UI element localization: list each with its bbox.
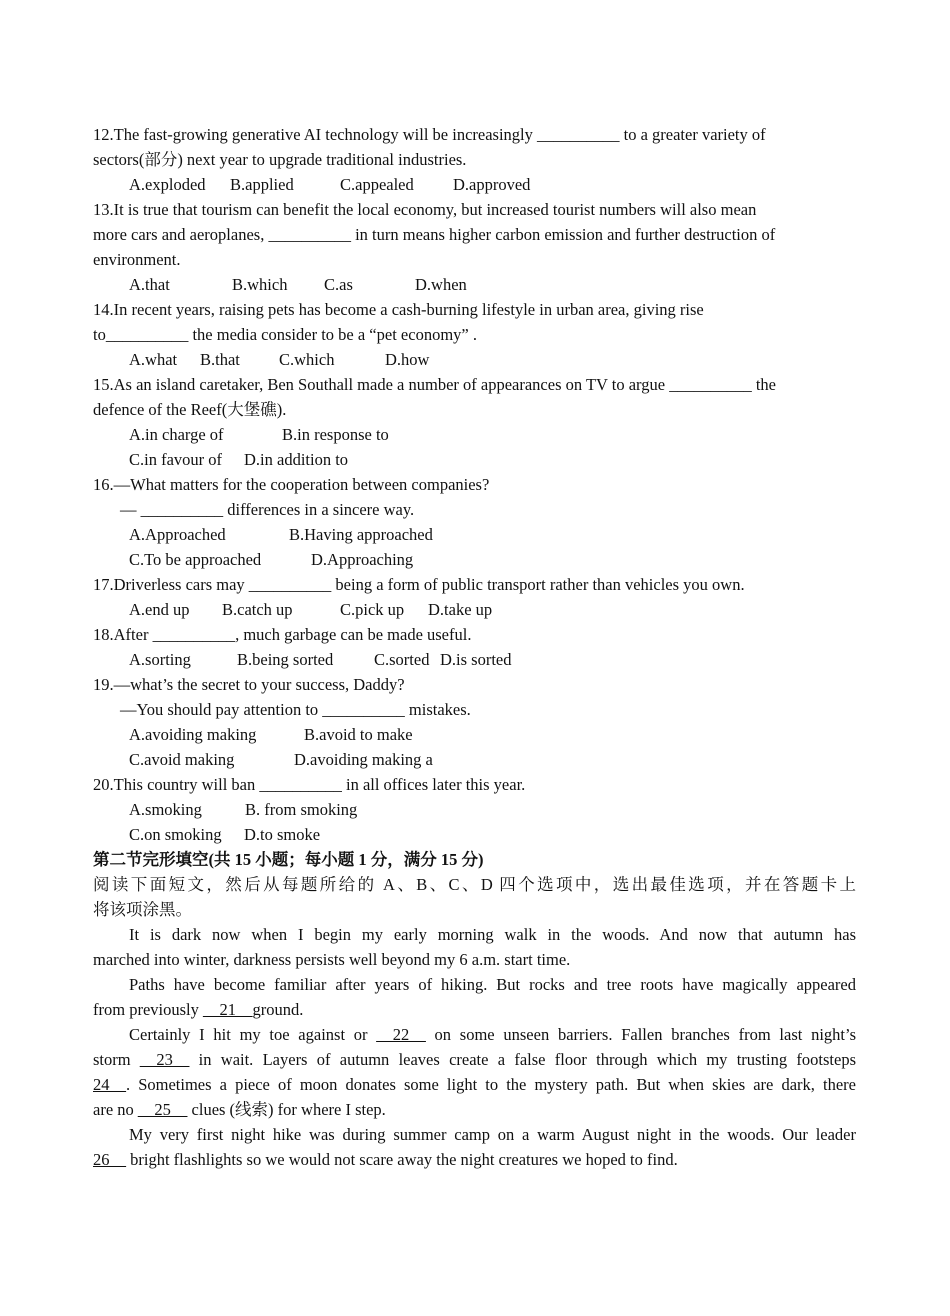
- q17-line1: 17.Driverless cars may __________ being a form of public transport rather than vehicles you own.: [93, 575, 745, 594]
- q13-option-a: A.that: [129, 275, 170, 294]
- q16-options-row1: [93, 522, 856, 547]
- passage-p4-line2: [93, 1147, 856, 1172]
- q18-line1: 18.After __________, much garbage can be made useful.: [93, 625, 472, 644]
- blank-24: 24__: [93, 1075, 126, 1094]
- q16-line2: — __________ differences in a sincere way.: [120, 500, 415, 519]
- q14-line1: 14.In recent years, raising pets has become a cash-burning lifestyle in urban area, giving rise: [93, 300, 704, 319]
- blank-25: __25__: [137, 1100, 188, 1119]
- passage-text: bright flashlights so we would not scare away the night creatures we hoped to find.: [126, 1150, 678, 1169]
- q17-option-b: B.catch up: [222, 600, 293, 619]
- q20-option-c: C.on smoking: [129, 825, 222, 844]
- passage-text: from previously: [93, 1000, 203, 1019]
- q17-option-a: A.end up: [129, 600, 190, 619]
- q19-options-row1: [93, 722, 856, 747]
- q19-options-row2: [93, 747, 856, 772]
- passage-p4-line1: My very first night hike was during summer camp on a warm August night in the woods. Our leader: [129, 1125, 856, 1144]
- passage-text: in wait. Layers of autumn leaves create a false floor through which my trusting footsteps: [189, 1050, 856, 1069]
- passage-text: Certainly I hit my toe against or: [129, 1025, 377, 1044]
- q18-options: [93, 647, 856, 672]
- q12-option-a: A.exploded: [129, 175, 206, 194]
- passage-p2-line2: [93, 997, 856, 1022]
- q13-option-d: D.when: [415, 275, 467, 294]
- blank-22: __22__: [376, 1025, 426, 1044]
- exam-page: [93, 122, 856, 1172]
- section2-instruction-line1: 阅读下面短文，然后从每题所给的 A、B、C、D 四个选项中，选出最佳选项，并在答题卡上: [93, 875, 856, 894]
- passage-text: clues (线索) for where I step.: [187, 1100, 386, 1119]
- q16-option-d: D.Approaching: [311, 550, 414, 569]
- q12-line1: 12.The fast-growing generative AI technology will be increasingly __________ to a greater variety of: [93, 125, 766, 144]
- passage-text: ground.: [252, 1000, 304, 1019]
- q12-option-d: D.approved: [453, 175, 531, 194]
- q15-option-a: A.in charge of: [129, 425, 224, 444]
- q14-option-a: A.what: [129, 350, 178, 369]
- q13-line3: environment.: [93, 250, 181, 269]
- passage-text: on some unseen barriers. Fallen branches from last night’s: [425, 1025, 856, 1044]
- blank-21: __21__: [202, 1000, 253, 1019]
- q14-option-c: C.which: [279, 350, 335, 369]
- passage-p1-line2: marched into winter, darkness persists well beyond my 6 a.m. start time.: [93, 950, 571, 969]
- q14-option-d: D.how: [385, 350, 430, 369]
- q18-option-a: A.sorting: [129, 650, 191, 669]
- q17-option-d: D.take up: [428, 600, 493, 619]
- q16-line1: 16.—What matters for the cooperation between companies?: [93, 475, 490, 494]
- q20-option-b: B. from smoking: [245, 800, 358, 819]
- q13-option-c: C.as: [324, 275, 353, 294]
- q19-option-d: D.avoiding making a: [294, 750, 433, 769]
- passage-text: are no: [93, 1100, 138, 1119]
- q17-option-c: C.pick up: [340, 600, 405, 619]
- q16-options-row2: [93, 547, 856, 572]
- passage-p2-line1: Paths have become familiar after years of hiking. But rocks and tree roots have magically appeared: [129, 975, 856, 994]
- passage-p3-line4: [93, 1097, 856, 1122]
- q20-line1: 20.This country will ban __________ in all offices later this year.: [93, 775, 526, 794]
- q12-option-b: B.applied: [230, 175, 294, 194]
- q19-line2: —You should pay attention to __________ mistakes.: [120, 700, 471, 719]
- q12-line2: sectors(部分) next year to upgrade traditional industries.: [93, 150, 467, 169]
- q19-option-a: A.avoiding making: [129, 725, 257, 744]
- q13-line1: 13.It is true that tourism can benefit the local economy, but increased tourist numbers will also mean: [93, 200, 757, 219]
- q17-options: [93, 597, 856, 622]
- q20-options-row2: [93, 822, 856, 847]
- q18-option-c: C.sorted: [374, 650, 430, 669]
- q15-options-row1: [93, 422, 856, 447]
- passage-p3-line2: [93, 1047, 856, 1072]
- q16-option-b: B.Having approached: [289, 525, 433, 544]
- q14-option-b: B.that: [200, 350, 240, 369]
- q15-option-c: C.in favour of: [129, 450, 223, 469]
- q20-options-row1: [93, 797, 856, 822]
- section2-heading: 第二节完形填空(共 15 小题；每小题 1 分，满分 15 分): [93, 850, 484, 869]
- passage-text: . Sometimes a piece of moon donates some light to the mystery path. But when skies are dark, there: [126, 1075, 856, 1094]
- q12-option-c: C.appealed: [340, 175, 414, 194]
- q13-options: [93, 272, 856, 297]
- passage-p3-line3: [93, 1072, 856, 1097]
- q18-option-b: B.being sorted: [237, 650, 334, 669]
- passage-text: storm: [93, 1050, 140, 1069]
- passage-p1-line1: It is dark now when I begin my early morning walk in the woods. And now that autumn has: [129, 925, 856, 944]
- q14-line2: to__________ the media consider to be a “pet economy” .: [93, 325, 477, 344]
- q16-option-c: C.To be approached: [129, 550, 262, 569]
- q16-option-a: A.Approached: [129, 525, 226, 544]
- q19-option-c: C.avoid making: [129, 750, 235, 769]
- q19-option-b: B.avoid to make: [304, 725, 413, 744]
- q14-options: [93, 347, 856, 372]
- q18-option-d: D.is sorted: [440, 650, 512, 669]
- q19-line1: 19.—what’s the secret to your success, Daddy?: [93, 675, 405, 694]
- q13-line2: more cars and aeroplanes, __________ in turn means higher carbon emission and further destruction of: [93, 225, 776, 244]
- q15-line2: defence of the Reef(大堡礁).: [93, 400, 287, 419]
- q15-option-b: B.in response to: [282, 425, 389, 444]
- q15-line1: 15.As an island caretaker, Ben Southall made a number of appearances on TV to argue __________ the: [93, 375, 776, 394]
- q15-options-row2: [93, 447, 856, 472]
- blank-23: __23__: [139, 1050, 190, 1069]
- q20-option-d: D.to smoke: [244, 825, 321, 844]
- q15-option-d: D.in addition to: [244, 450, 349, 469]
- section2-instruction-line2: 将该项涂黑。: [93, 900, 192, 919]
- q13-option-b: B.which: [232, 275, 288, 294]
- passage-p3-line1: [93, 1022, 856, 1047]
- q12-options: [93, 172, 856, 197]
- blank-26: 26__: [93, 1150, 126, 1169]
- q20-option-a: A.smoking: [129, 800, 202, 819]
